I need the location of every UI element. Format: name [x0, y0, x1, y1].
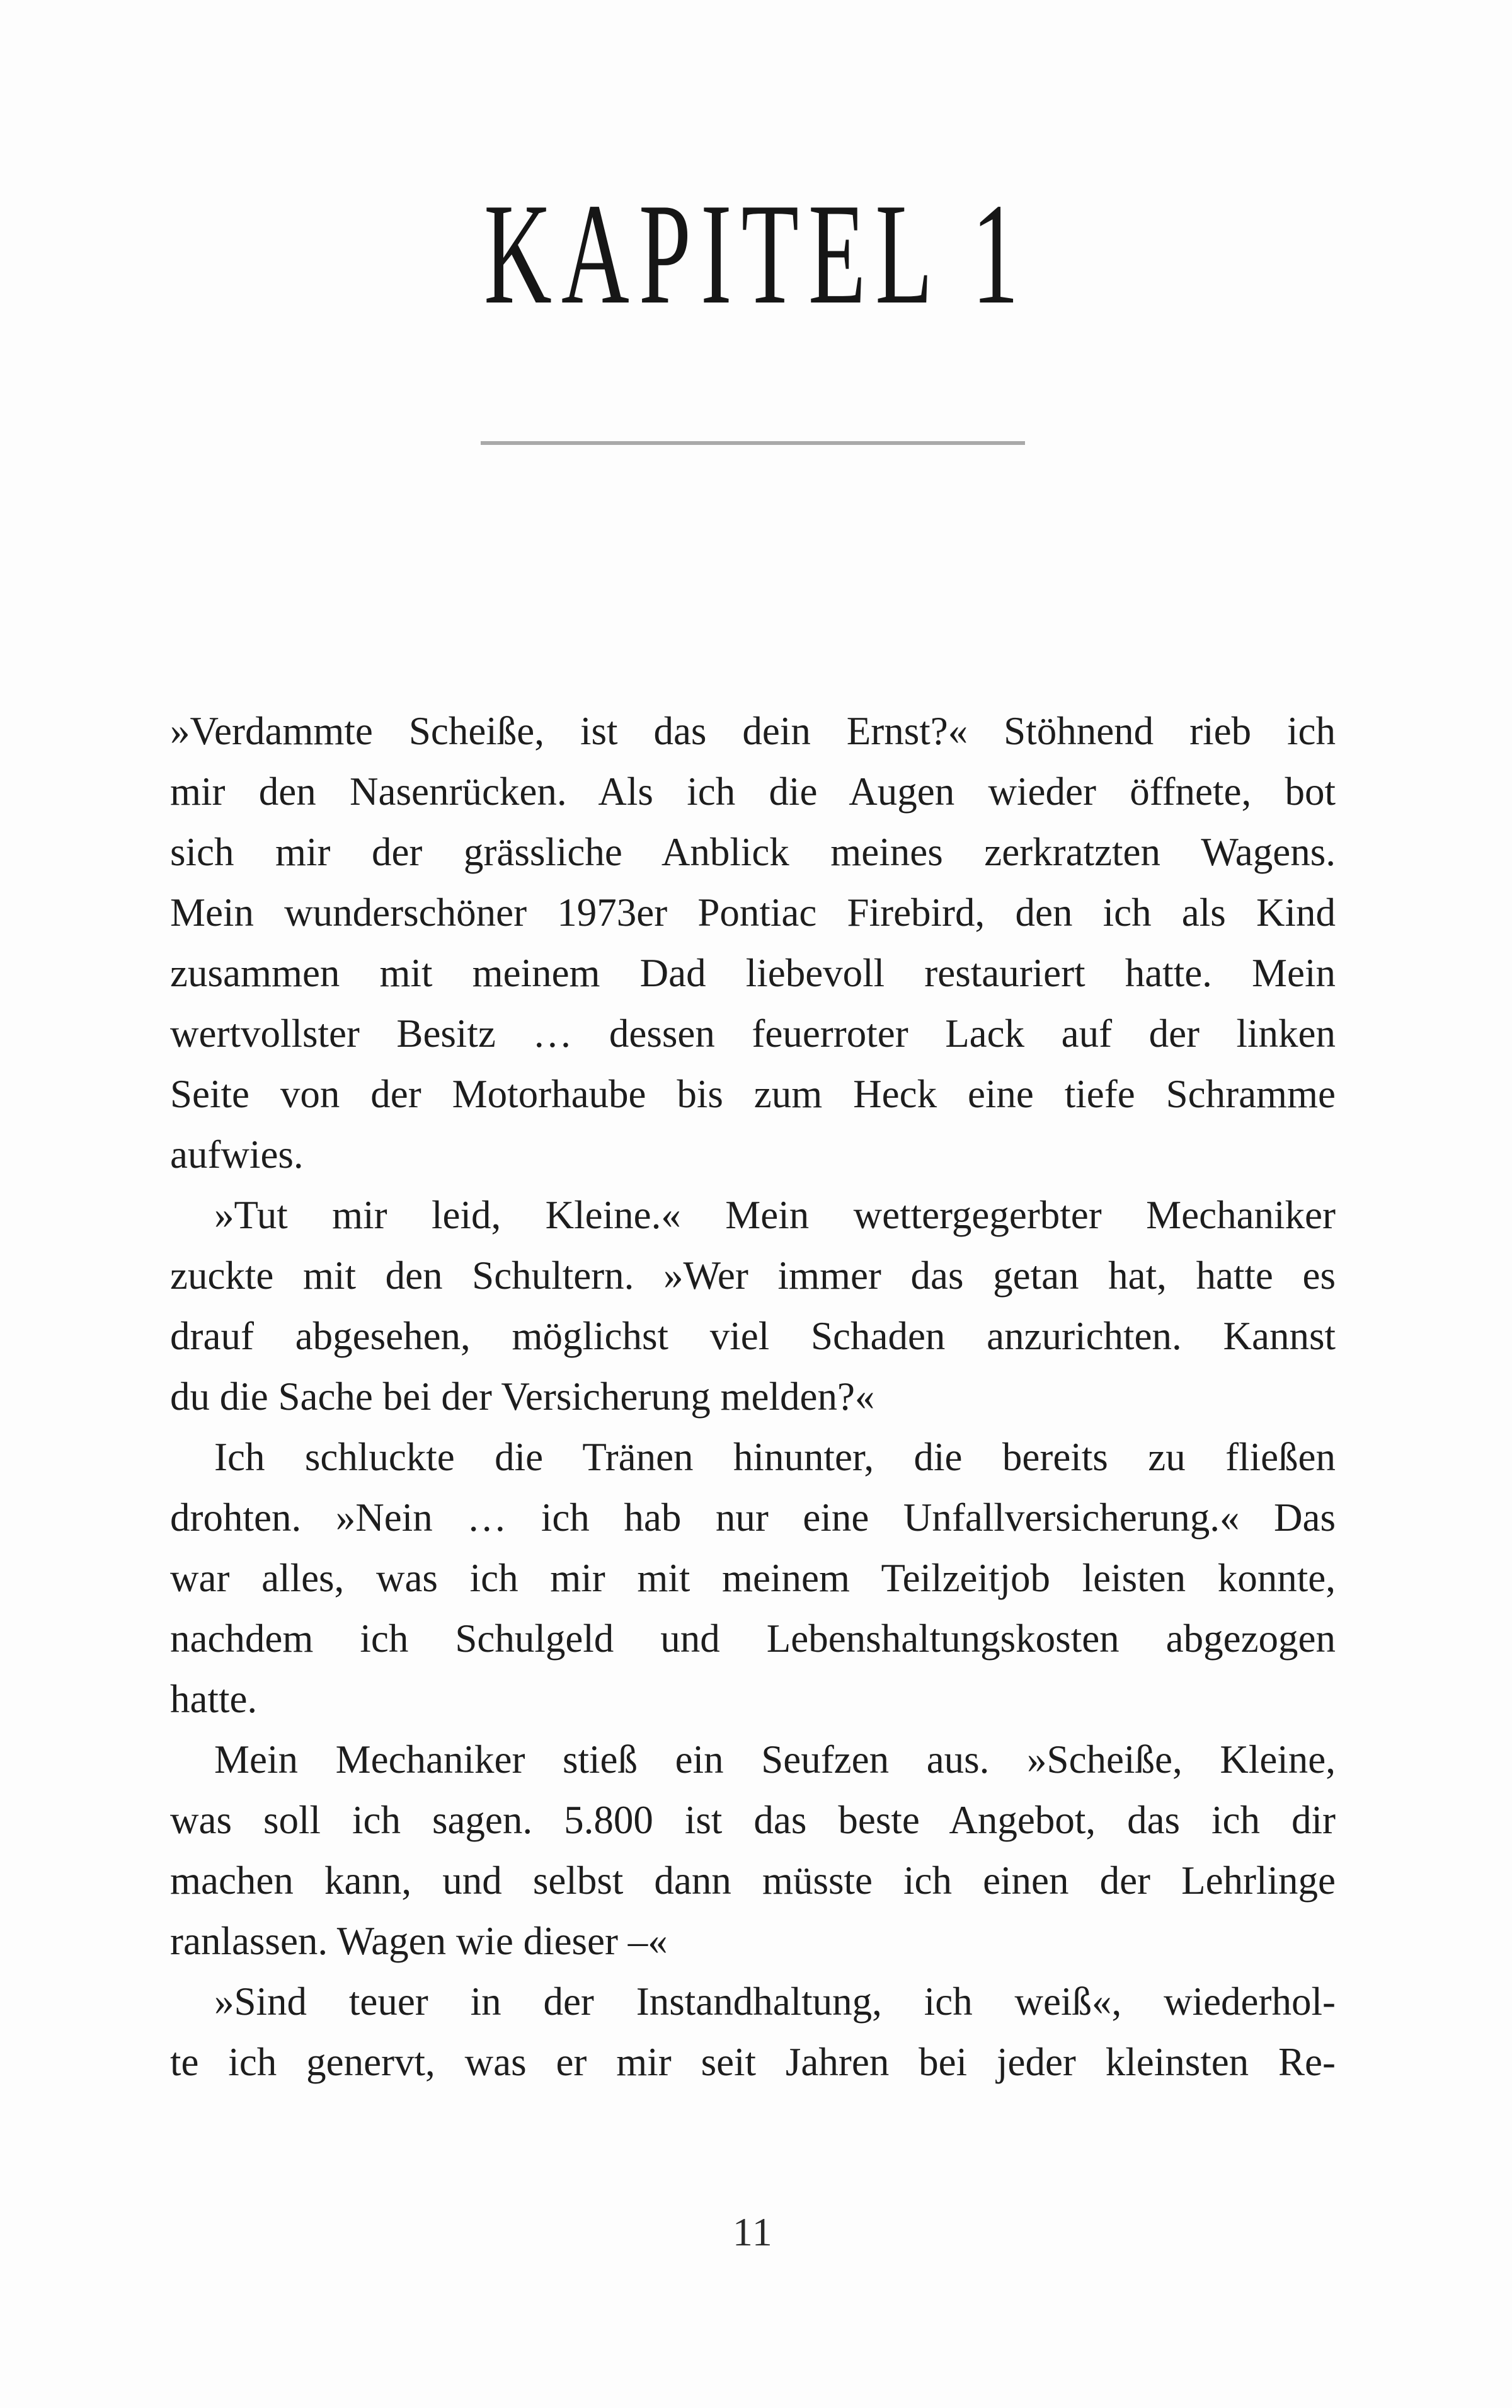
- text-line: du die Sache bei der Versicherung melden?«: [170, 1374, 875, 1419]
- chapter-title: KAPITEL 1: [484, 173, 1028, 334]
- text-line: sich mir der grässliche Anblick meines zerkratzten Wagens.: [170, 830, 1336, 874]
- text-line: Seite von der Motorhaube bis zum Heck eine tiefe Schramme: [170, 1072, 1336, 1116]
- text-line: hatte.: [170, 1677, 258, 1721]
- text-line: wertvollster Besitz … dessen feuerroter Lack auf der linken: [170, 1011, 1336, 1056]
- text-line: Ich schluckte die Tränen hinunter, die bereits zu fließen: [214, 1435, 1336, 1479]
- text-line: Mein wunderschöner 1973er Pontiac Firebird, den ich als Kind: [170, 890, 1336, 935]
- text-line: te ich genervt, was er mir seit Jahren bei jeder kleinsten Re-: [170, 2040, 1336, 2084]
- text-line: war alles, was ich mir mit meinem Teilzeitjob leisten konnte,: [170, 1556, 1336, 1600]
- text-line: machen kann, und selbst dann müsste ich einen der Lehrlinge: [170, 1858, 1336, 1903]
- body-text-block: [170, 701, 1336, 2092]
- text-line: was soll ich sagen. 5.800 ist das beste Angebot, das ich dir: [170, 1798, 1336, 1842]
- text-line: aufwies.: [170, 1132, 304, 1177]
- text-line: ranlassen. Wagen wie dieser –«: [170, 1919, 668, 1963]
- page-number: 11: [732, 2209, 774, 2254]
- text-line: zuckte mit den Schultern. »Wer immer das getan hat, hatte es: [170, 1253, 1336, 1298]
- text-line: »Tut mir leid, Kleine.« Mein wettergegerbter Mechaniker: [214, 1193, 1336, 1237]
- text-line: »Sind teuer in der Instandhaltung, ich weiß«, wiederhol-: [214, 1979, 1336, 2024]
- text-line: nachdem ich Schulgeld und Lebenshaltungskosten abgezogen: [170, 1616, 1336, 1661]
- text-line: mir den Nasenrücken. Als ich die Augen wieder öffnete, bot: [170, 769, 1336, 814]
- text-line: »Verdammte Scheiße, ist das dein Ernst?« Stöhnend rieb ich: [170, 709, 1336, 753]
- text-line: Mein Mechaniker stieß ein Seufzen aus. »Scheiße, Kleine,: [214, 1737, 1336, 1782]
- chapter-divider-rule: [481, 441, 1025, 445]
- text-line: drauf abgesehen, möglichst viel Schaden anzurichten. Kannst: [170, 1314, 1336, 1358]
- text-line: drohten. »Nein … ich hab nur eine Unfallversicherung.« Das: [170, 1495, 1336, 1540]
- text-line: zusammen mit meinem Dad liebevoll restauriert hatte. Mein: [170, 951, 1336, 995]
